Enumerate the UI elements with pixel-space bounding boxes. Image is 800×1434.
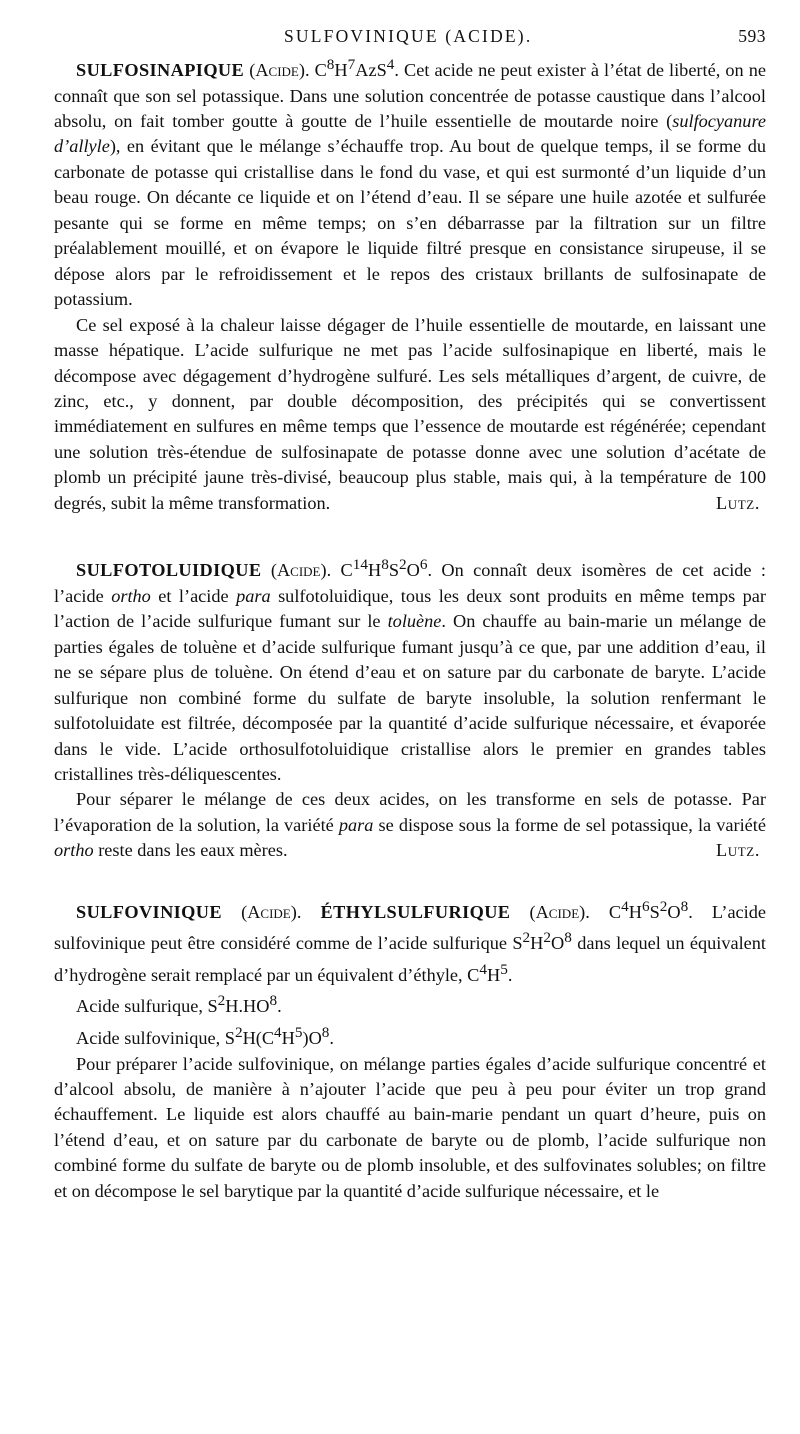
- category-label: Acide: [535, 901, 580, 922]
- headword: SULFOVINIQUE: [76, 901, 222, 922]
- article-paragraph: Pour préparer l’acide sulfovinique, on mélange parties égales d’acide sulfurique concentré et d’alcool absolu, de manière à n’ajouter l’acide que peu à peu pour éviter un trop grand échauffement. Le liquide est alors chauffé au bain-marie pendant un quart d’heure, puis on l’étend d’eau, et on sature par du carbonate de baryte ou de plomb, l’acide sulfurique non combiné forme du sulfate de baryte ou de plomb insoluble, et des sulfovinates solubles; on filtre et on décompose le sel barytique par la quantité d’acide sulfurique nécessaire, et le: [54, 1053, 766, 1201]
- category-label: Acide: [255, 60, 299, 81]
- headword: SULFOTOLUIDIQUE: [76, 560, 262, 581]
- article-separator: [54, 516, 766, 552]
- running-title: SULFOVINIQUE (ACIDE).: [284, 26, 533, 46]
- category-label: Acide: [276, 560, 321, 581]
- headword: SULFOSINAPIQUE: [76, 60, 245, 81]
- article-separator: [54, 864, 766, 894]
- formula-line: Acide sulfurique, $S^2H.HO^8$.: [76, 992, 282, 1017]
- book-page: [54, 22, 766, 1417]
- article-paragraph: SULFOVINIQUE (Acide). ÉTHYLSULFURIQUE (Acide). $C^4H^6S^2O^8$. L’acide sulfovinique peut être considéré comme de l’acide sulfurique $S^2H^2O^8$ dans lequel un équivalent d’hydrogène serait remplacé par un équivalent d’éthyle, $C^4H^5$.: [54, 897, 766, 985]
- page-number: 593: [738, 26, 766, 46]
- category-label: Acide: [247, 901, 291, 922]
- article-paragraph: SULFOTOLUIDIQUE (Acide). $C^{14}H^8S^2O^6$. On connaît deux isomères de cet acide : l’acide ortho et l’acide para sulfotoluidique, tous les deux sont produits en même temps par l’action de l’acide sulfurique fumant sur le toluène. On chauffe au bain-marie un mélange de parties égales de toluène et d’acide sulfurique fumant jusqu’à ce que, par une addition d’eau, il ne se sépare plus de toluène. On étend d’eau et on sature par du carbonate de baryte. L’acide sulfurique non combiné forme du sulfate de baryte insoluble, la solution renfermant le sulfotoluidate est filtrée, décomposée par la quantité d’acide sulfurique nécessaire, et évaporée dans le vide. L’acide orthosulfotoluidique cristallise alors le premier en grandes tables cristallines très-déliquescentes.: [54, 556, 766, 784]
- author-signature: Lutz.: [715, 840, 760, 861]
- formula-line: Acide sulfovinique, $S^2H(C^4H^5)O^8$.: [76, 1023, 334, 1049]
- article-paragraph: SULFOSINAPIQUE (Acide). $C^8H^7AzS^4$. Cet acide ne peut exister à l’état de liberté, on ne connaît que son sel potassique. Dans une solution concentrée de potasse caustique dans l’alcool absolu, on fait tomber goutte à goutte de l’huile essentielle de moutarde noire (sulfocyanure d’allyle), en évitant que le mélange s’échauffe trop. Au bout de quelque temps, il se forme du carbonate de potasse qui cristallise dans le fond du vase, et qui est surmonté d’un liquide d’un beau rouge. On décante ce liquide et on l’étend d’eau. Il se sépare une huile azotée et sulfurée pesante qui se forme en même temps; on s’en débarrasse par la filtration sur un filtre préalablement mouillé, et on évapore le liquide filtré presque en consistance sirupeuse, il se dépose alors par le refroidissement et le repos des cristaux brillants de sulfosinapate de potassium.: [54, 56, 766, 310]
- headword-secondary: ÉTHYLSULFURIQUE: [320, 901, 511, 922]
- article-paragraph: Ce sel exposé à la chaleur laisse dégager de l’huile essentielle de moutarde, en laissant une masse hépatique. L’acide sulfurique ne met pas l’acide sulfosinapique en liberté, mais le décompose avec dégagement d’hydrogène sulfuré. Les sels métalliques d’argent, de cuivre, de zinc, etc., y donnent, par double décomposition, des précipités qui se convertissent immédiatement en sulfures en même temps que l’essence de moutarde est régénérée; cependant une solution très-étendue de sulfosinapate de potasse donne avec une solution d’acétate de plomb un précipité jaune très-divisé, beaucoup plus stable, mais qui, à la température de 100 degrés, subit la même transformation. Lutz.: [54, 313, 766, 517]
- author-signature: Lutz.: [715, 492, 760, 513]
- article-sulfovinique: [54, 894, 766, 1204]
- article-paragraph: Pour séparer le mélange de ces deux acides, on les transforme en sels de potasse. Par l’évaporation de la solution, la variété para se dispose sous la forme de sel potassique, la variété ortho reste dans les eaux mères. Lutz.: [54, 787, 766, 863]
- article-sulfosinapique: [54, 52, 766, 516]
- article-sulfotoluidique: [54, 552, 766, 864]
- running-head: [54, 22, 766, 52]
